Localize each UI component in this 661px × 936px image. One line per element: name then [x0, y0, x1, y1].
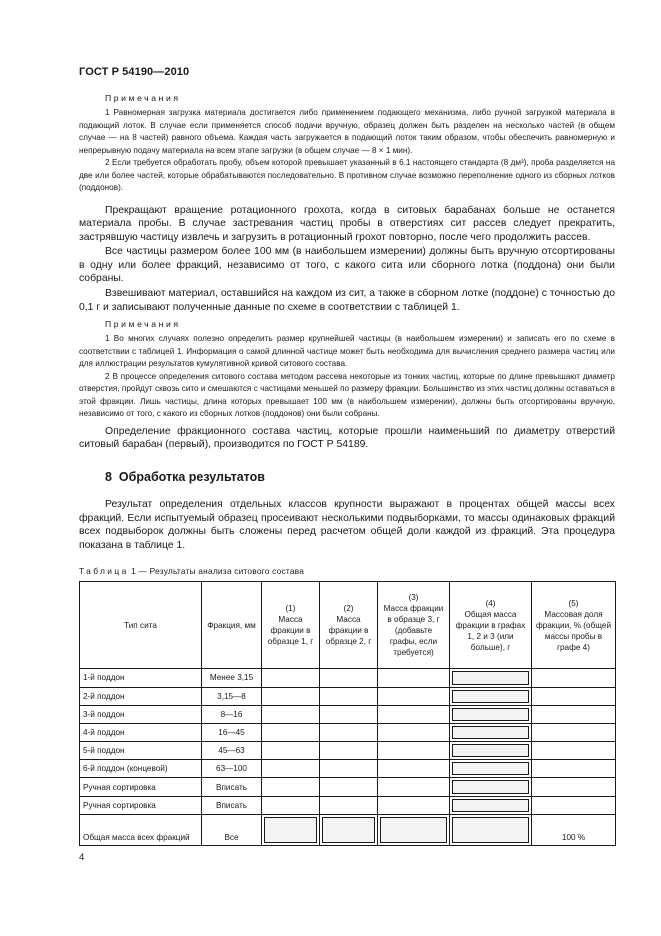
note-item: 1 Равномерная загрузка материала достигается либо применением подающего механизма, либо ручной загрузкой материала в подающий лоток. В случае если применяется способ подачи вручную, образец должен быть разделен на несколько частей (в общем случае — на 8 частей) равного объема. Каждая часть загружается в подающий лоток таким образом, чтобы обеспечить равномерную и непрерывную подачу материала на всем этапе загрузки (в общем случае — 8 × 1 мин). — [79, 108, 615, 155]
cell-shaded — [450, 778, 532, 796]
cell-empty — [532, 669, 616, 687]
cell-shaded — [450, 796, 532, 814]
cell-sieve-type: 1-й поддон — [80, 669, 202, 687]
cell-sieve-type: 5-й поддон — [80, 742, 202, 760]
table-caption — [79, 566, 615, 576]
section-heading — [79, 470, 615, 484]
cell-empty — [320, 742, 378, 760]
cell-empty — [532, 742, 616, 760]
header-col5-number: (5) — [568, 598, 579, 608]
cell-shaded — [450, 742, 532, 760]
cell-empty — [378, 742, 450, 760]
cell-fraction: Вписать — [202, 778, 262, 796]
cell-fraction: 16—45 — [202, 723, 262, 741]
section-number: 8 — [105, 469, 112, 484]
cell-shaded — [450, 705, 532, 723]
cell-shaded — [450, 814, 532, 845]
cell-empty — [320, 723, 378, 741]
header-col4 — [450, 582, 532, 669]
header-col1 — [262, 582, 320, 669]
note-item: 1 Во многих случаях полезно определить размер крупнейшей частицы (в наибольшем измерении) и записать его по схеме в соответствии с таблицей 1. Информация о самой длинной частице может быть необходима для вычисления среднего размера частиц или для иллюстрации результатов кумулятивной кривой ситового состава. — [79, 334, 615, 369]
cell-empty — [532, 723, 616, 741]
cell-empty — [532, 687, 616, 705]
header-col3-number: (3) — [408, 593, 419, 603]
cell-empty — [378, 778, 450, 796]
cell-fraction: 45—63 — [202, 742, 262, 760]
cell-empty — [320, 687, 378, 705]
cell-shaded — [450, 687, 532, 705]
cell-empty — [262, 796, 320, 814]
cell-empty — [532, 705, 616, 723]
cell-shaded — [320, 814, 378, 845]
table-caption-word: Таблица — [79, 566, 129, 577]
section-title: Обработка результатов — [118, 469, 265, 484]
cell-shaded — [450, 669, 532, 687]
header-col1-text: Масса фракции в образце 1, г — [267, 615, 314, 647]
header-col4-text: Общая масса фракции в графах 1, 2 и 3 (или больше), г — [455, 609, 526, 652]
cell-empty — [320, 705, 378, 723]
cell-empty — [320, 669, 378, 687]
header-col3-text: Масса фракции в образце 3, г (добавьте графы, если требуется) — [383, 604, 444, 658]
table-row — [80, 760, 616, 778]
cell-total-label: Общая масса всех фракций — [80, 814, 202, 845]
header-col3 — [378, 582, 450, 669]
cell-sieve-type: 3-й поддон — [80, 705, 202, 723]
notes-label: Примечания — [105, 319, 181, 330]
cell-empty — [532, 760, 616, 778]
table-row — [80, 742, 616, 760]
cell-fraction: 8—16 — [202, 705, 262, 723]
results-table — [79, 581, 616, 846]
cell-empty — [262, 760, 320, 778]
cell-sieve-type: Ручная сортировка — [80, 796, 202, 814]
header-col5 — [532, 582, 616, 669]
cell-fraction: Вписать — [202, 796, 262, 814]
cell-empty — [262, 687, 320, 705]
cell-empty — [320, 760, 378, 778]
cell-empty — [262, 723, 320, 741]
cell-total-fraction: Все — [202, 814, 262, 845]
cell-fraction: 63—100 — [202, 760, 262, 778]
note-item: 2 В процессе определения ситового состава методом рассева некоторые из тонких частиц, которые по длине превышают диаметр отверстия, пройдут сквозь сито и смешаются с частицами меньшей по размеру фракции. Большинство из этих частиц должны оставаться в этой фракции. Лишь частицы, длина которых превышает 100 мм (в наибольшем измерении), должны быть отсортированы вручную, независимо от того, с какого из сборных лотков (поддонов) они были собраны. — [79, 371, 615, 419]
cell-empty — [532, 796, 616, 814]
cell-sieve-type: 4-й поддон — [80, 723, 202, 741]
header-fraction: Фракция, мм — [202, 582, 262, 669]
body-paragraph: Взвешивают материал, оставшийся на каждом из сит, а также в сборном лотке (поддоне) с точностью до 0,1 г и записывают полученные данные по схеме в соответствии с таблицей 1. — [79, 288, 615, 313]
cell-fraction: 3,15—8 — [202, 687, 262, 705]
table-row — [80, 796, 616, 814]
table-row — [80, 723, 616, 741]
document-header: ГОСТ Р 54190—2010 — [79, 66, 190, 78]
table-total-row — [80, 814, 616, 845]
table-row — [80, 705, 616, 723]
header-col1-number: (1) — [285, 604, 296, 614]
page-content — [79, 93, 615, 846]
cell-empty — [378, 705, 450, 723]
cell-empty — [262, 669, 320, 687]
page-number: 4 — [79, 852, 85, 863]
cell-total-percent: 100 % — [532, 814, 616, 845]
cell-sieve-type: 6-й поддон (концевой) — [80, 760, 202, 778]
section-paragraph: Результат определения отдельных классов крупности выражают в процентах общей массы всех фракций. Если испытуемый образец просеивают несколькими подвыборками, то массы одинаковых фракций всех подвыборок должны быть сложены перед расчетом общей доли каждой из фракций. Эта процедура показана в таблице 1. — [79, 498, 615, 551]
cell-empty — [262, 705, 320, 723]
header-col2-number: (2) — [343, 604, 354, 614]
table-row — [80, 778, 616, 796]
cell-empty — [378, 687, 450, 705]
body-paragraph: Прекращают вращение ротационного грохота, когда в ситовых барабанах больше не останется материала пробы. В случае застревания частиц пробы в отверстиях сит рассев следует прекратить, застрявшую частицу извлечь и загрузить в ротационный грохот повторно, после чего продолжить рассев. — [79, 204, 615, 243]
table-header-row — [80, 582, 616, 669]
cell-shaded — [450, 760, 532, 778]
header-col5-text: Массовая доля фракции, % (общей массы пробы в графе 4) — [535, 609, 612, 652]
cell-fraction: Менее 3,15 — [202, 669, 262, 687]
header-col4-number: (4) — [485, 598, 496, 608]
cell-empty — [378, 669, 450, 687]
body-paragraph: Определение фракционного состава частиц, которые прошли наименьший по диаметру отверстий ситовый барабан (первый), производится по ГОСТ Р 54189. — [79, 425, 615, 451]
cell-empty — [320, 778, 378, 796]
note-item: 2 Если требуется обработать пробу, объем которой превышает указанный в 6.1 настоящего стандарта (8 дм³), проба разделяется на две или более частей, которые обрабатываются последовательно. В противном случае возможно переполнение одного из сборных лотков (поддонов). — [79, 158, 615, 192]
table-caption-title: 1 — Результаты анализа ситового состава — [128, 566, 305, 577]
cell-empty — [262, 778, 320, 796]
cell-empty — [532, 778, 616, 796]
cell-shaded — [450, 723, 532, 741]
notes-label: Примечания — [105, 93, 181, 103]
cell-empty — [378, 796, 450, 814]
table-row — [80, 687, 616, 705]
header-col2 — [320, 582, 378, 669]
header-col2-text: Масса фракции в образце 2, г — [325, 615, 372, 647]
cell-empty — [378, 760, 450, 778]
cell-empty — [262, 742, 320, 760]
cell-shaded — [262, 814, 320, 845]
cell-empty — [378, 723, 450, 741]
table-row — [80, 669, 616, 687]
header-sieve-type: Тип сита — [80, 582, 202, 669]
body-paragraph: Все частицы размером более 100 мм (в наибольшем измерении) должны быть вручную отсортированы в одну или более фракций, независимо от того, с какого сита или сборного лотка (поддона) они были собраны. — [79, 246, 615, 285]
cell-sieve-type: 2-й поддон — [80, 687, 202, 705]
cell-shaded — [378, 814, 450, 845]
cell-sieve-type: Ручная сортировка — [80, 778, 202, 796]
cell-empty — [320, 796, 378, 814]
